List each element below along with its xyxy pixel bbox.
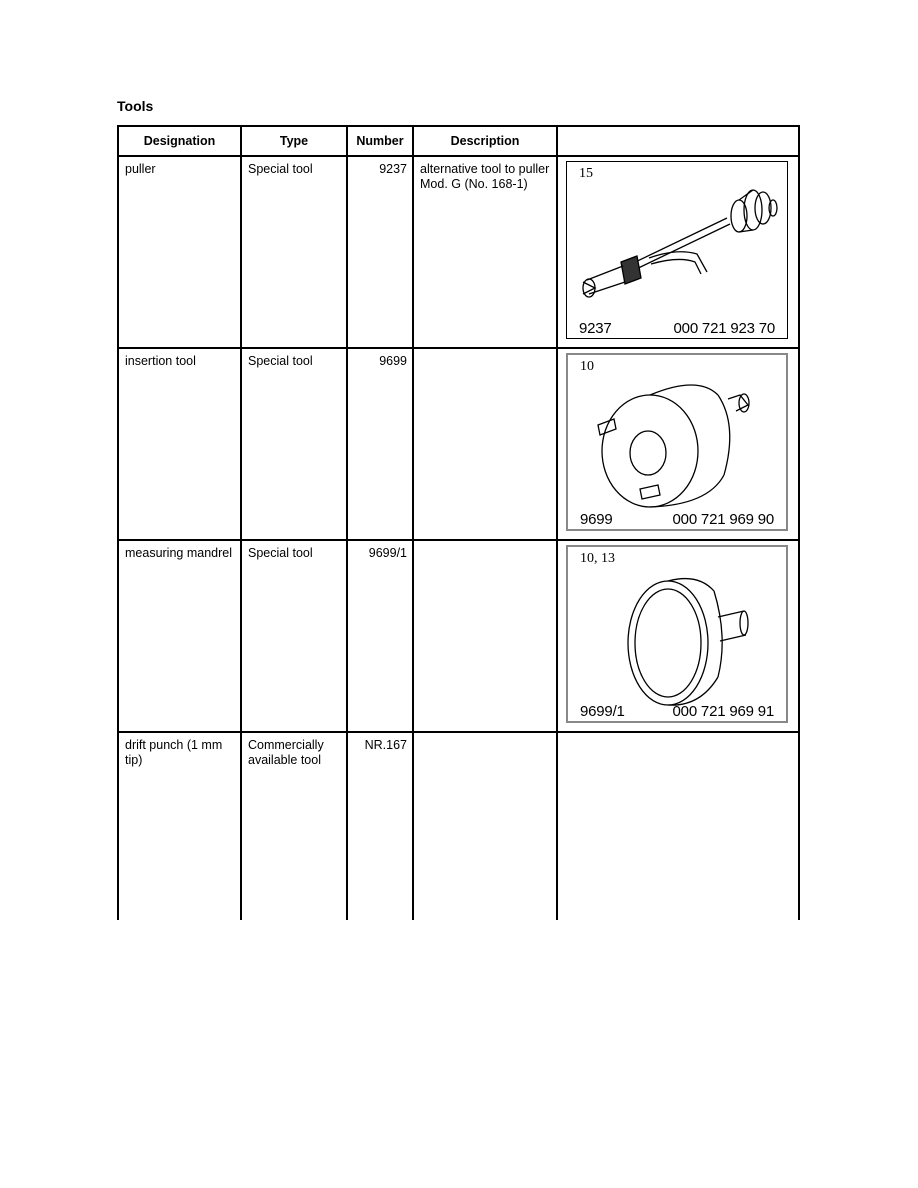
image-tool-code: 9699 (580, 511, 613, 528)
table-row (118, 348, 799, 540)
cell-type: Commercially available tool (241, 732, 347, 920)
cell-image (557, 732, 799, 920)
table-row (118, 540, 799, 732)
cell-image (557, 156, 799, 348)
cell-designation: measuring mandrel (118, 540, 241, 732)
cell-number: 9699 (347, 348, 413, 540)
tool-image-insertion-tool (566, 353, 788, 531)
image-part-number: 000 721 969 90 (672, 511, 774, 528)
cell-description (413, 732, 557, 920)
cell-image (557, 540, 799, 732)
image-label: 10 (580, 359, 594, 374)
image-label: 10, 13 (580, 551, 615, 566)
image-label: 15 (579, 166, 593, 181)
header-description: Description (413, 126, 557, 156)
insertion-tool-drawing (568, 355, 790, 533)
tools-table (117, 125, 800, 920)
cell-designation: insertion tool (118, 348, 241, 540)
puller-drawing (567, 162, 789, 340)
cell-type: Special tool (241, 348, 347, 540)
cell-description: alternative tool to puller Mod. G (No. 168-1) (413, 156, 557, 348)
tool-image-puller (566, 161, 788, 339)
table-row (118, 732, 799, 920)
cell-image (557, 348, 799, 540)
header-designation: Designation (118, 126, 241, 156)
image-part-number: 000 721 969 91 (672, 703, 774, 720)
image-tool-code: 9237 (579, 320, 612, 337)
cell-description (413, 348, 557, 540)
cell-designation: puller (118, 156, 241, 348)
measuring-mandrel-drawing (568, 547, 790, 725)
cell-type: Special tool (241, 156, 347, 348)
image-part-number: 000 721 923 70 (673, 320, 775, 337)
cell-designation: drift punch (1 mm tip) (118, 732, 241, 920)
cell-number: 9699/1 (347, 540, 413, 732)
tool-image-measuring-mandrel (566, 545, 788, 723)
cell-description (413, 540, 557, 732)
cell-type: Special tool (241, 540, 347, 732)
header-type: Type (241, 126, 347, 156)
header-image (557, 126, 799, 156)
table-row (118, 156, 799, 348)
image-tool-code: 9699/1 (580, 703, 625, 720)
header-number: Number (347, 126, 413, 156)
cell-number: NR.167 (347, 732, 413, 920)
page-title: Tools (117, 98, 154, 114)
table-header-row (118, 126, 799, 156)
cell-number: 9237 (347, 156, 413, 348)
